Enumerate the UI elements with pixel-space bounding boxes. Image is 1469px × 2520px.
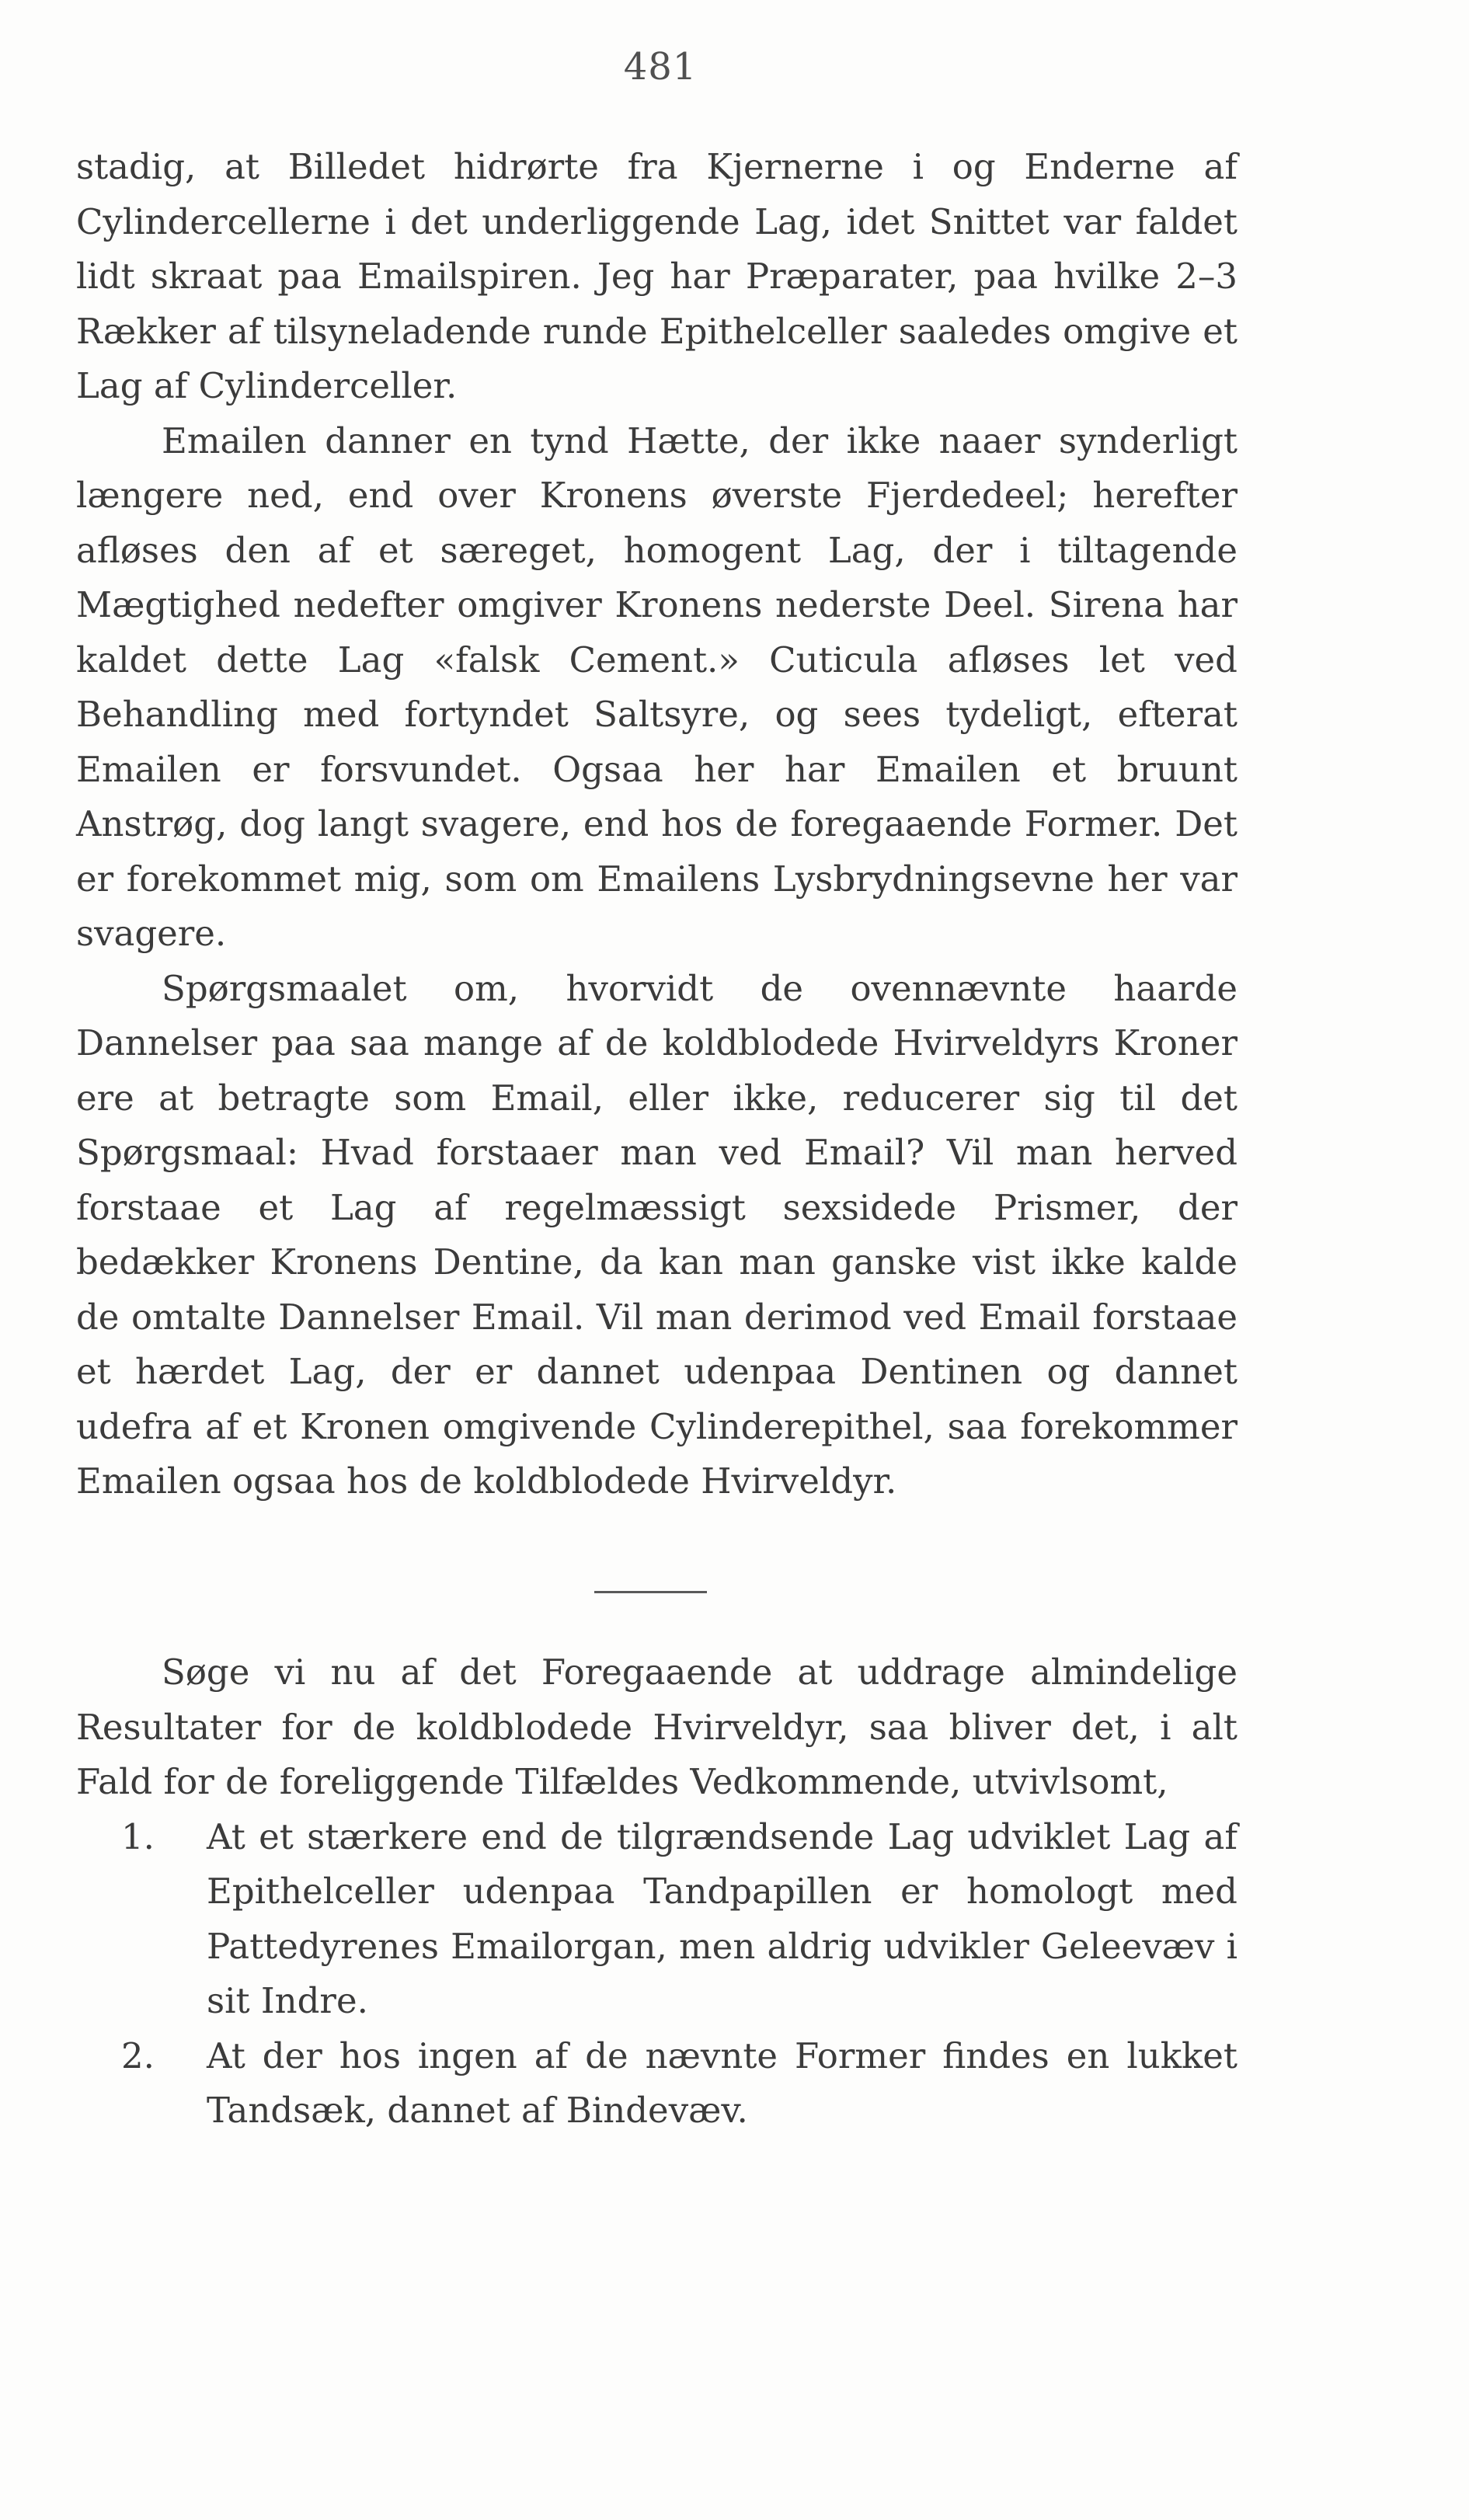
conclusion-list bbox=[76, 1810, 1238, 2139]
section-divider bbox=[594, 1591, 707, 1593]
page-number: 481 bbox=[623, 45, 698, 89]
list-item-number: 2. bbox=[121, 2034, 155, 2076]
list-item-text: At et stærkere end de tilgrændsende Lag udviklet Lag af Epithelceller udenpaa Tandpapillen er homologt med Pattedyrenes Emailorgan, men aldrig udvikler Geleevæv i sit Indre. bbox=[207, 1815, 1238, 2021]
list-item-text: At der hos ingen af de nævnte Former findes en lukket Tandsæk, dannet af Bindevæv. bbox=[207, 2034, 1238, 2131]
conclusion-intro: Søge vi nu af det Foregaaende at uddrage almindelige Resultater for de koldblodede Hvirveldyr, saa bliver det, i alt Fald for de foreliggende Tilfældes Vedkommende, utvivlsomt, bbox=[76, 1652, 1238, 1802]
main-text bbox=[76, 140, 1238, 1509]
conclusion-section bbox=[76, 1645, 1238, 2139]
list-item bbox=[76, 2029, 1238, 2139]
paragraph-spoergsmaalet: Spørgsmaalet om, hvorvidt de ovennævnte haarde Dannelser paa saa mange af de koldblodede Hvirveldyrs Kroner ere at betragte som Email, eller ikke, reducerer sig til det Spørgsmaal: Hvad forstaaer man ved Email? Vil man herved forstaae et Lag af regelmæssigt sexsidede Prismer, der bedækker Kronens Dentine, da kan man ganske vist ikke kalde de omtalte Dannelser Email. Vil man derimod ved Email forstaae et hærdet Lag, der er dannet udenpaa Dentinen og dannet udefra af et Kronen omgivende Cylinderepithel, saa forekommer Emailen ogsaa hos de koldblodede Hvirveldyr. bbox=[76, 967, 1238, 1502]
paragraph-continued: stadig, at Billedet hidrørte fra Kjernerne i og Enderne af Cylindercellerne i det underliggende Lag, idet Snittet var faldet lidt skraat paa Emailspiren. Jeg har Præparater, paa hvilke 2–3 Rækker af tilsyneladende runde Epithelceller saaledes omgive et Lag af Cylinderceller. bbox=[76, 146, 1238, 406]
paragraph-emailen: Emailen danner en tynd Hætte, der ikke naaer synderligt længere ned, end over Kronens øverste Fjerdedeel; herefter afløses den af et særeget, homogent Lag, der i tiltagende Mægtighed nedefter omgiver Kronens nederste Deel. Sirena har kaldet dette Lag «falsk Cement.» Cuticula afløses let ved Behandling med fortyndet Saltsyre, og sees tydeligt, efterat Emailen er forsvundet. Ogsaa her har Emailen et bruunt Anstrøg, dog langt svagere, end hos de foregaaende Former. Det er forekommet mig, som om Emailens Lysbrydningsevne her var svagere. bbox=[76, 419, 1238, 954]
list-item-number: 1. bbox=[121, 1815, 155, 1857]
list-item bbox=[76, 1810, 1238, 2029]
